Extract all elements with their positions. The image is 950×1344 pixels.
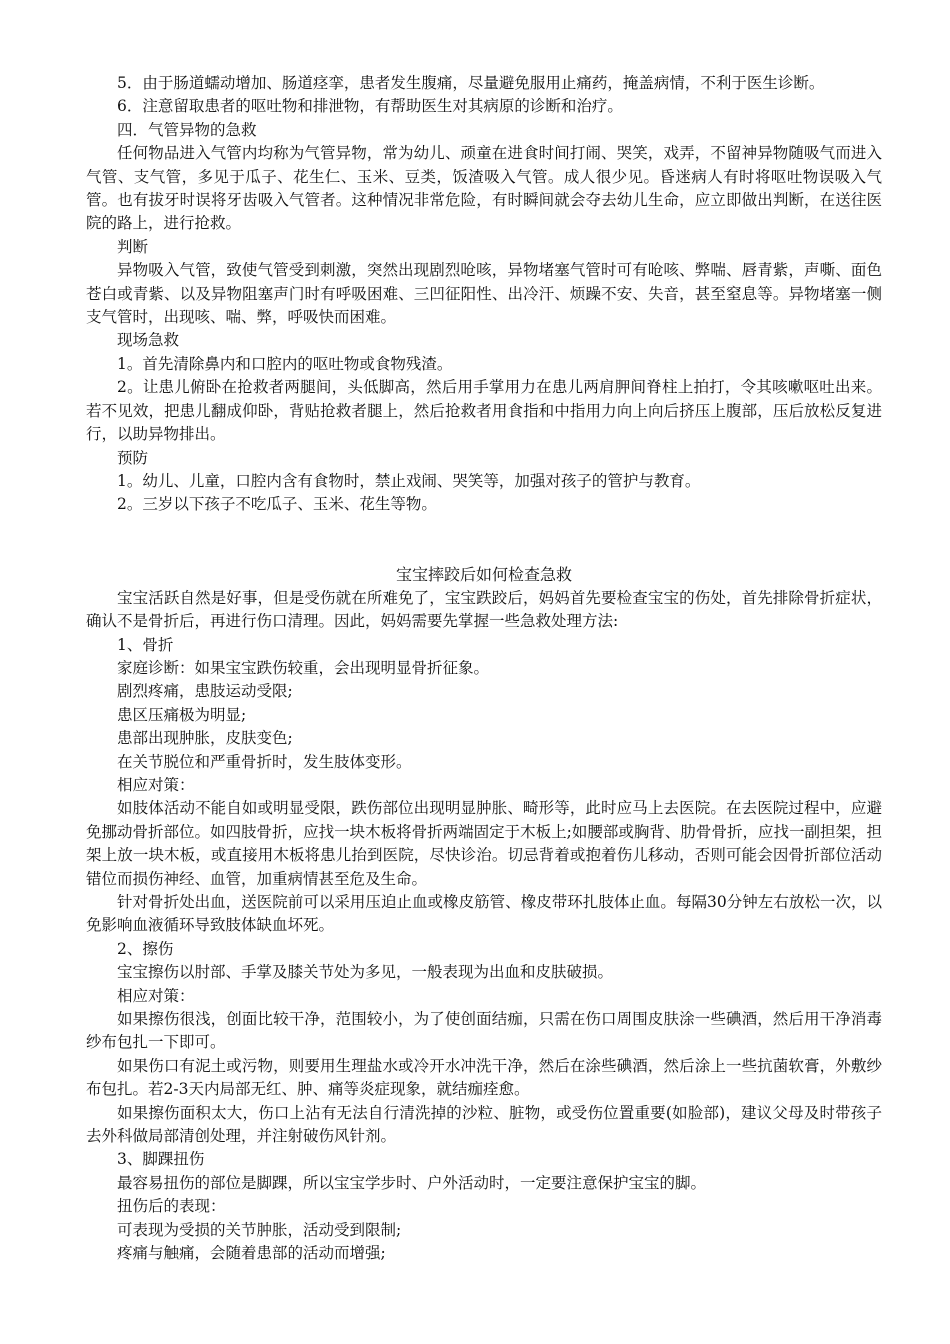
section-heading: 四．气管异物的急救 [117, 120, 257, 139]
subheading: 相应对策： [117, 775, 195, 794]
list-item: 2。三岁以下孩子不吃瓜子、玉米、花生等物。 [117, 495, 437, 514]
paragraph: 疼痛与触痛，会随着患部的活动而增强; [117, 1244, 386, 1263]
paragraph: 如果擦伤面积太大，伤口上沾有无法自行清洗掉的沙粒、脏物，或受伤位置重要(如脸部)，建议父母及时带孩子去外科做局部清创处理，并注射破伤风针剂。 [86, 1103, 882, 1146]
paragraph: 最容易扭伤的部位是脚踝，所以宝宝学步时、户外活动时，一定要注意保护宝宝的脚。 [117, 1173, 707, 1192]
list-item: 1。首先清除鼻内和口腔内的呕吐物或食物残渣。 [117, 354, 453, 373]
subheading: 相应对策： [117, 986, 195, 1005]
subheading: 现场急救 [117, 331, 180, 350]
subheading: 判断 [117, 237, 149, 256]
paragraph: 患区压痛极为明显; [117, 705, 247, 724]
paragraph: 异物吸入气管，致使气管受到刺激，突然出现剧烈呛咳，异物堵塞气管时可有呛咳、弊喘、唇青紫，声嘶、面色苍白或青紫、以及异物阻塞声门时有呼吸困难、三凹征阳性、出冷汗、烦躁不安、失音，甚至窒息等。异物堵塞一侧支气管时，出现咳、喘、弊，呼吸快而困难。 [86, 261, 882, 327]
paragraph: 患部出现肿胀，皮肤变色; [117, 729, 293, 748]
section-baby-fall-first-aid [86, 563, 882, 1266]
paragraph: 家庭诊断：如果宝宝跌伤较重，会出现明显骨折征象。 [117, 658, 490, 677]
subheading: 2、擦伤 [117, 939, 174, 958]
subheading: 1、骨折 [117, 635, 174, 654]
paragraph: 扭伤后的表现： [117, 1197, 226, 1216]
paragraph: 如果伤口有泥土或污物，则要用生理盐水或冷开水冲洗干净，然后在涂些碘酒，然后涂上一些抗菌软膏，外敷纱布包扎。若2-3天内局部无红、肿、痛等炎症现象，就结痂痊愈。 [86, 1056, 882, 1099]
paragraph: 宝宝擦伤以肘部、手掌及膝关节处为多见，一般表现为出血和皮肤破损。 [117, 963, 614, 982]
paragraph: 如果擦伤很浅，创面比较干净，范围较小，为了使创面结痂，只需在伤口周围皮肤涂一些碘酒，然后用干净消毒纱布包扎一下即可。 [86, 1010, 882, 1052]
paragraph: 如肢体活动不能自如或明显受限，跌伤部位出现明显肿胀、畸形等，此时应马上去医院。在去医院过程中，应避免挪动骨折部位。如四肢骨折，应找一块木板将骨折两端固定于木板上;如腰部或胸背、肋骨骨折，应找一副担架，担架上放一块木板，或直接用木板将患儿抬到医院，尽快诊治。切忌背着或抱着伤儿移动，否则可能会因骨折部位活动错位而损伤神经、血管，加重病情甚至危及生命。 [86, 799, 882, 888]
list-item: 1。幼儿、儿童，口腔内含有食物时，禁止戏闹、哭笑等，加强对孩子的管护与教育。 [117, 471, 701, 490]
paragraph: 任何物品进入气管内均称为气管异物，常为幼儿、顽童在进食时间打闹、哭笑，戏弄，不留神异物随吸气而进入气管、支气管，多见于瓜子、花生仁、玉米、豆类，饭渣吸入气管。成人很少见。昏迷病人有时将呕吐物误吸入气管。也有拔牙时误将牙齿吸入气管者。这种情况非常危险，有时瞬间就会夺去幼儿生命，应立即做出判断，在送往医院的路上，进行抢救。 [86, 144, 882, 233]
paragraph: 5．由于肠道蠕动增加、肠道痉挛，患者发生腹痛，尽量避免服用止痛药，掩盖病情，不利于医生诊断。 [117, 74, 825, 92]
subheading: 预防 [117, 448, 149, 467]
paragraph: 可表现为受损的关节肿胀，活动受到限制; [117, 1220, 402, 1239]
paragraph: 针对骨折处出血，送医院前可以采用压迫止血或橡皮筋管、橡皮带环扎肢体止血。每隔30分钟左右放松一次，以免影响血液循环导致肢体缺血坏死。 [86, 893, 882, 935]
article-title: 宝宝摔跤后如何检查急救 [395, 564, 572, 584]
section-airway-foreign-body [86, 72, 882, 517]
paragraph: 在关节脱位和严重骨折时，发生肢体变形。 [117, 752, 412, 771]
paragraph: 宝宝活跃自然是好事，但是受伤就在所难免了，宝宝跌跤后，妈妈首先要检查宝宝的伤处，首先排除骨折症状，确认不是骨折后，再进行伤口清理。因此，妈妈需要先掌握一些急救处理方法: [86, 588, 882, 631]
document-page [86, 72, 882, 1266]
section-spacer [86, 517, 882, 563]
list-item: 2。让患儿俯卧在抢救者两腿间，头低脚高，然后用手掌用力在患儿两肩胛间脊柱上拍打，令其咳嗽呕吐出来。若不见效，把患儿翻成仰卧，背贴抢救者腿上，然后抢救者用食指和中指用力向上向后挤压上腹部，压后放松反复进行，以助异物排出。 [86, 378, 882, 444]
paragraph: 剧烈疼痛，患肢运动受限; [117, 682, 293, 701]
subheading: 3、脚踝扭伤 [117, 1150, 205, 1169]
paragraph: 6．注意留取患者的呕吐物和排泄物，有帮助医生对其病原的诊断和治疗。 [117, 97, 623, 116]
